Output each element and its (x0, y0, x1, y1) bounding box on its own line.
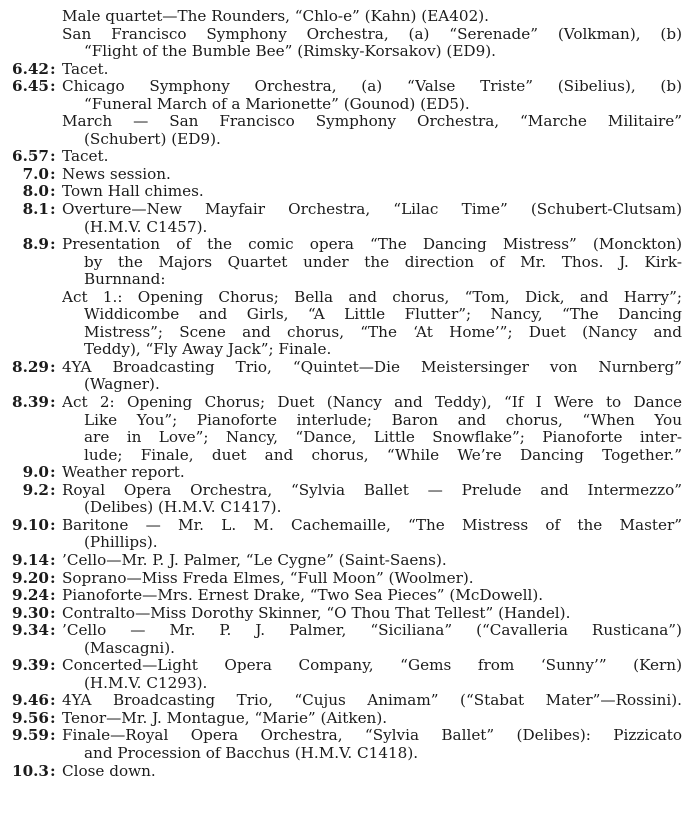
program-entry (0, 692, 700, 710)
entry-line: Tenor—Mr. J. Montague, “Marie” (Aitken). (62, 709, 388, 727)
entry-line: “Funeral March of a Marionette” (Gounod) (ED5). (84, 95, 470, 113)
entry-text (62, 359, 682, 394)
entry-line: ’Cello—Mr. P. J. Palmer, “Le Cygne” (Saint-Saens). (62, 551, 447, 569)
entry-line: Concerted—Light Opera Company, “Gems from ‘Sunny’” (Kern) (62, 657, 682, 675)
time-separator: : (50, 480, 56, 499)
entry-text (62, 692, 682, 710)
time-separator: : (50, 200, 56, 219)
program-entry (0, 482, 700, 517)
entry-line: (Delibes) (H.M.V. C1417). (84, 499, 282, 517)
time-separator: : (50, 182, 56, 201)
entry-text (62, 61, 682, 79)
entry-line: Burnnand: (84, 271, 166, 289)
time-separator: : (50, 603, 56, 622)
program-entry (0, 8, 700, 61)
time-separator: : (50, 463, 56, 482)
entry-text (62, 236, 682, 359)
entry-line: ’Cello — Mr. P. J. Palmer, “Siciliana” (“Cavalleria Rusticana”) (62, 622, 682, 640)
entry-time: 6.57 (12, 147, 49, 166)
entry-text (62, 8, 682, 61)
entry-line: Weather report. (62, 464, 185, 482)
entry-text (62, 166, 682, 184)
time-separator: : (50, 586, 56, 605)
entry-line: Tacet. (62, 148, 109, 166)
entry-line: (Phillips). (84, 534, 158, 552)
entry-text (62, 482, 682, 517)
program-entry (0, 183, 700, 201)
entry-time: 9.59 (12, 726, 49, 745)
entry-line: Pianoforte—Mrs. Ernest Drake, “Two Sea Pieces” (McDowell). (62, 587, 544, 605)
entry-line: Town Hall chimes. (62, 183, 204, 201)
entry-time: 7.0 (22, 164, 49, 183)
entry-line: Act 1.: Opening Chorus; Bella and chorus, “Tom, Dick, and Harry”; (62, 288, 682, 306)
program-entry (0, 587, 700, 605)
entry-text (62, 394, 682, 464)
program-entry (0, 763, 700, 781)
entry-line: lude; Finale, duet and chorus, “While We’re Dancing Together.” (84, 446, 682, 464)
time-separator: : (50, 708, 56, 727)
program-entry (0, 570, 700, 588)
entry-line: Like You”; Pianoforte interlude; Baron and chorus, “When You (84, 411, 682, 429)
entry-text (62, 763, 682, 781)
entry-line: Soprano—Miss Freda Elmes, “Full Moon” (Woolmer). (62, 569, 474, 587)
entry-time: 9.30 (12, 603, 49, 622)
program-entry (0, 605, 700, 623)
time-separator: : (50, 656, 56, 675)
entry-line: Close down. (62, 762, 156, 780)
entry-line: Widdicombe and Girls, “A Little Flutter”; Nancy, “The Dancing (84, 306, 682, 324)
entry-line: “Flight of the Bumble Bee” (Rimsky-Korsakov) (ED9). (84, 43, 497, 61)
time-separator: : (50, 621, 56, 640)
entry-line: March — San Francisco Symphony Orchestra, “Marche Militaire” (62, 113, 682, 131)
program-entry (0, 552, 700, 570)
entry-line: Finale—Royal Opera Orchestra, “Sylvia Ballet” (Delibes): Pizzicato (62, 727, 682, 745)
entry-line: Presentation of the comic opera “The Dancing Mistress” (Monckton) (62, 236, 682, 254)
time-separator: : (50, 726, 56, 745)
entry-time: 9.46 (12, 691, 49, 710)
entry-line: Contralto—Miss Dorothy Skinner, “O Thou That Tellest” (Handel). (62, 604, 571, 622)
entry-time: 8.0 (22, 182, 49, 201)
entry-line: Royal Opera Orchestra, “Sylvia Ballet — Prelude and Intermezzo” (62, 481, 682, 499)
entry-text (62, 201, 682, 236)
entry-line: Act 2: Opening Chorus; Duet (Nancy and Teddy), “If I Were to Dance (62, 394, 682, 412)
time-separator: : (50, 164, 56, 183)
entry-text (62, 464, 682, 482)
program-entry (0, 359, 700, 394)
time-separator: : (50, 550, 56, 569)
entry-time: 9.20 (12, 568, 49, 587)
program-entry (0, 394, 700, 464)
entry-line: (H.M.V. C1293). (84, 674, 208, 692)
entry-line: and Procession of Bacchus (H.M.V. C1418). (84, 744, 419, 762)
entry-time: 9.0 (22, 463, 49, 482)
entry-time: 9.34 (12, 621, 49, 640)
program-entry (0, 727, 700, 762)
time-separator: : (50, 691, 56, 710)
program-entry (0, 464, 700, 482)
entry-line: 4YA Broadcasting Trio, “Quintet—Die Meistersinger von Nurnberg” (62, 358, 682, 376)
entry-text (62, 183, 682, 201)
entry-line: Overture—New Mayfair Orchestra, “Lilac Time” (Schubert-Clutsam) (62, 201, 682, 219)
program-listing (0, 8, 700, 780)
time-separator: : (50, 77, 56, 96)
program-entry (0, 148, 700, 166)
entry-text (62, 517, 682, 552)
entry-text (62, 78, 682, 148)
entry-line: 4YA Broadcasting Trio, “Cujus Animam” (“Stabat Mater”—Rossini). (62, 692, 682, 710)
program-entry (0, 78, 700, 148)
time-separator: : (50, 147, 56, 166)
entry-text (62, 552, 682, 570)
entry-text (62, 148, 682, 166)
entry-line: Mistress”; Scene and chorus, “The ‘At Home’”; Duet (Nancy and (84, 323, 682, 341)
time-separator: : (50, 568, 56, 587)
entry-time: 9.39 (12, 656, 49, 675)
entry-line: Chicago Symphony Orchestra, (a) “Valse Triste” (Sibelius), (b) (62, 78, 682, 96)
entry-text (62, 710, 682, 728)
entry-time: 9.14 (12, 550, 49, 569)
entry-line: Male quartet—The Rounders, “Chlo-e” (Kahn) (EA402). (62, 8, 490, 25)
program-entry (0, 710, 700, 728)
entry-line: Teddy), “Fly Away Jack”; Finale. (84, 341, 332, 359)
program-entry (0, 236, 700, 359)
program-entry (0, 166, 700, 184)
entry-line: (H.M.V. C1457). (84, 218, 208, 236)
time-separator: : (50, 357, 56, 376)
entry-time: 8.39 (12, 393, 49, 412)
entry-text (62, 727, 682, 762)
entry-text (62, 605, 682, 623)
program-entry (0, 622, 700, 657)
entry-text (62, 622, 682, 657)
entry-time: 9.56 (12, 708, 49, 727)
entry-line: are in Love”; Nancy, “Dance, Little Snowflake”; Pianoforte inter- (84, 429, 682, 447)
entry-time: 8.9 (22, 235, 49, 254)
entry-line: San Francisco Symphony Orchestra, (a) “Serenade” (Volkman), (b) (62, 25, 682, 43)
entry-time: 6.42 (12, 59, 49, 78)
entry-time: 8.29 (12, 357, 49, 376)
entry-line: Baritone — Mr. L. M. Cachemaille, “The Mistress of the Master” (62, 516, 682, 534)
entry-time: 10.3 (12, 761, 49, 780)
entry-time: 6.45 (12, 77, 49, 96)
entry-text (62, 570, 682, 588)
entry-line: by the Majors Quartet under the direction of Mr. Thos. J. Kirk- (84, 253, 682, 271)
entry-line: (Schubert) (ED9). (84, 130, 221, 148)
entry-time: 8.1 (22, 200, 49, 219)
entry-time: 9.10 (12, 515, 49, 534)
time-separator: : (50, 235, 56, 254)
entry-text (62, 587, 682, 605)
entry-line: (Mascagni). (84, 639, 175, 657)
entry-text (62, 657, 682, 692)
entry-time: 9.2 (22, 480, 49, 499)
entry-line: (Wagner). (84, 376, 160, 394)
program-entry (0, 201, 700, 236)
time-separator: : (50, 59, 56, 78)
time-separator: : (50, 393, 56, 412)
entry-line: News session. (62, 165, 171, 183)
program-entry (0, 61, 700, 79)
time-separator: : (50, 761, 56, 780)
entry-time: 9.24 (12, 586, 49, 605)
program-entry (0, 657, 700, 692)
time-separator: : (50, 515, 56, 534)
program-entry (0, 517, 700, 552)
entry-line: Tacet. (62, 60, 109, 78)
